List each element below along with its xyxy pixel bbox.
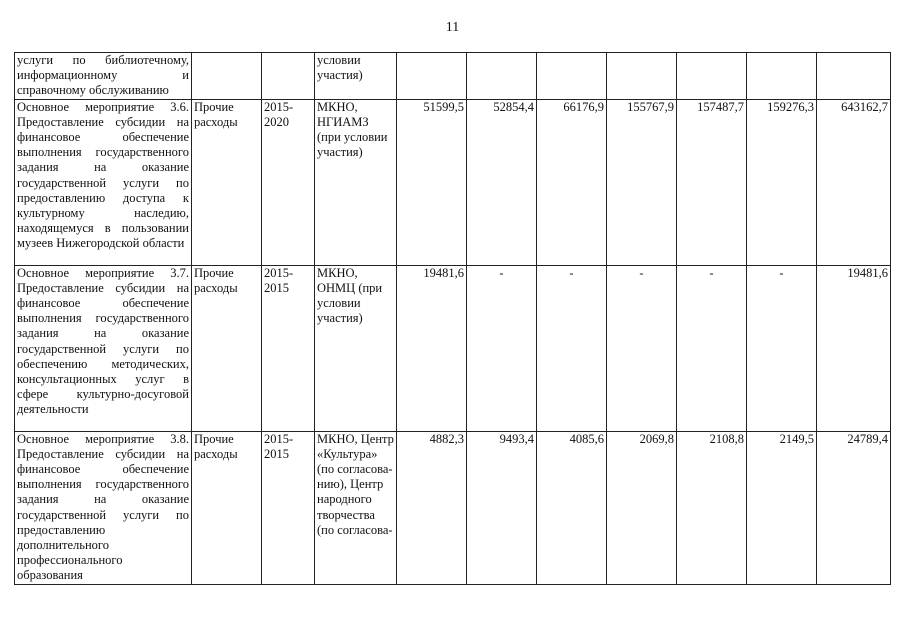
value-2019: [677, 53, 747, 100]
value-2019: 157487,7: [677, 99, 747, 265]
value-2019: 2108,8: [677, 431, 747, 584]
table-row: [15, 53, 891, 100]
value-total: 24789,4: [817, 431, 891, 584]
value-total: 643162,7: [817, 99, 891, 265]
value-2017: -: [537, 265, 607, 431]
table-row: [15, 99, 891, 265]
value-2020: -: [747, 265, 817, 431]
measure-description: услуги по библиотечному, информационному и справочному обслуживанию: [15, 53, 192, 100]
value-total: 19481,6: [817, 265, 891, 431]
table-row: [15, 265, 891, 431]
program-table: [14, 52, 891, 585]
value-2020: 2149,5: [747, 431, 817, 584]
executor: условии участия): [315, 53, 397, 100]
value-2018: [607, 53, 677, 100]
measure-description: Основное мероприятие 3.8. Предоставление субсидии на финансовое обеспечение выполнения государственного задания на оказание государственной услуги по предоставлению дополнительного профессионального образования: [15, 431, 192, 584]
value-2015: 4882,3: [397, 431, 467, 584]
value-2017: 4085,6: [537, 431, 607, 584]
executor: МКНО, Центр «Культура» (по согласова-нию), Центр народного творчества (по согласова-: [315, 431, 397, 584]
period: 2015-2015: [262, 431, 315, 584]
period: [262, 53, 315, 100]
value-2018: 155767,9: [607, 99, 677, 265]
value-2015: [397, 53, 467, 100]
expense-type: Прочие расходы: [192, 99, 262, 265]
value-total: [817, 53, 891, 100]
table-row: [15, 431, 891, 584]
value-2016: 52854,4: [467, 99, 537, 265]
value-2015: 51599,5: [397, 99, 467, 265]
period: 2015-2015: [262, 265, 315, 431]
page-number: 11: [445, 20, 460, 35]
value-2017: 66176,9: [537, 99, 607, 265]
expense-type: [192, 53, 262, 100]
executor: МКНО, НГИАМЗ (при условии участия): [315, 99, 397, 265]
value-2016: -: [467, 265, 537, 431]
value-2020: [747, 53, 817, 100]
value-2016: [467, 53, 537, 100]
measure-description: Основное мероприятие 3.6. Предоставление субсидии на финансовое обеспечение выполнения государственного задания на оказание государственной услуги по предоставлению доступа к культурному наследию, находящемуся в пользовании музеев Нижегородской области: [15, 99, 192, 265]
value-2020: 159276,3: [747, 99, 817, 265]
value-2018: -: [607, 265, 677, 431]
value-2017: [537, 53, 607, 100]
expense-type: Прочие расходы: [192, 265, 262, 431]
executor: МКНО, ОНМЦ (при условии участия): [315, 265, 397, 431]
expense-type: Прочие расходы: [192, 431, 262, 584]
value-2018: 2069,8: [607, 431, 677, 584]
period: 2015-2020: [262, 99, 315, 265]
value-2016: 9493,4: [467, 431, 537, 584]
value-2015: 19481,6: [397, 265, 467, 431]
measure-description: Основное мероприятие 3.7. Предоставление субсидии на финансовое обеспечение выполнения государственного задания на оказание государственной услуги по обеспечению методических, консультационных услуг в сфере культурно-досуговой деятельности: [15, 265, 192, 431]
value-2019: -: [677, 265, 747, 431]
